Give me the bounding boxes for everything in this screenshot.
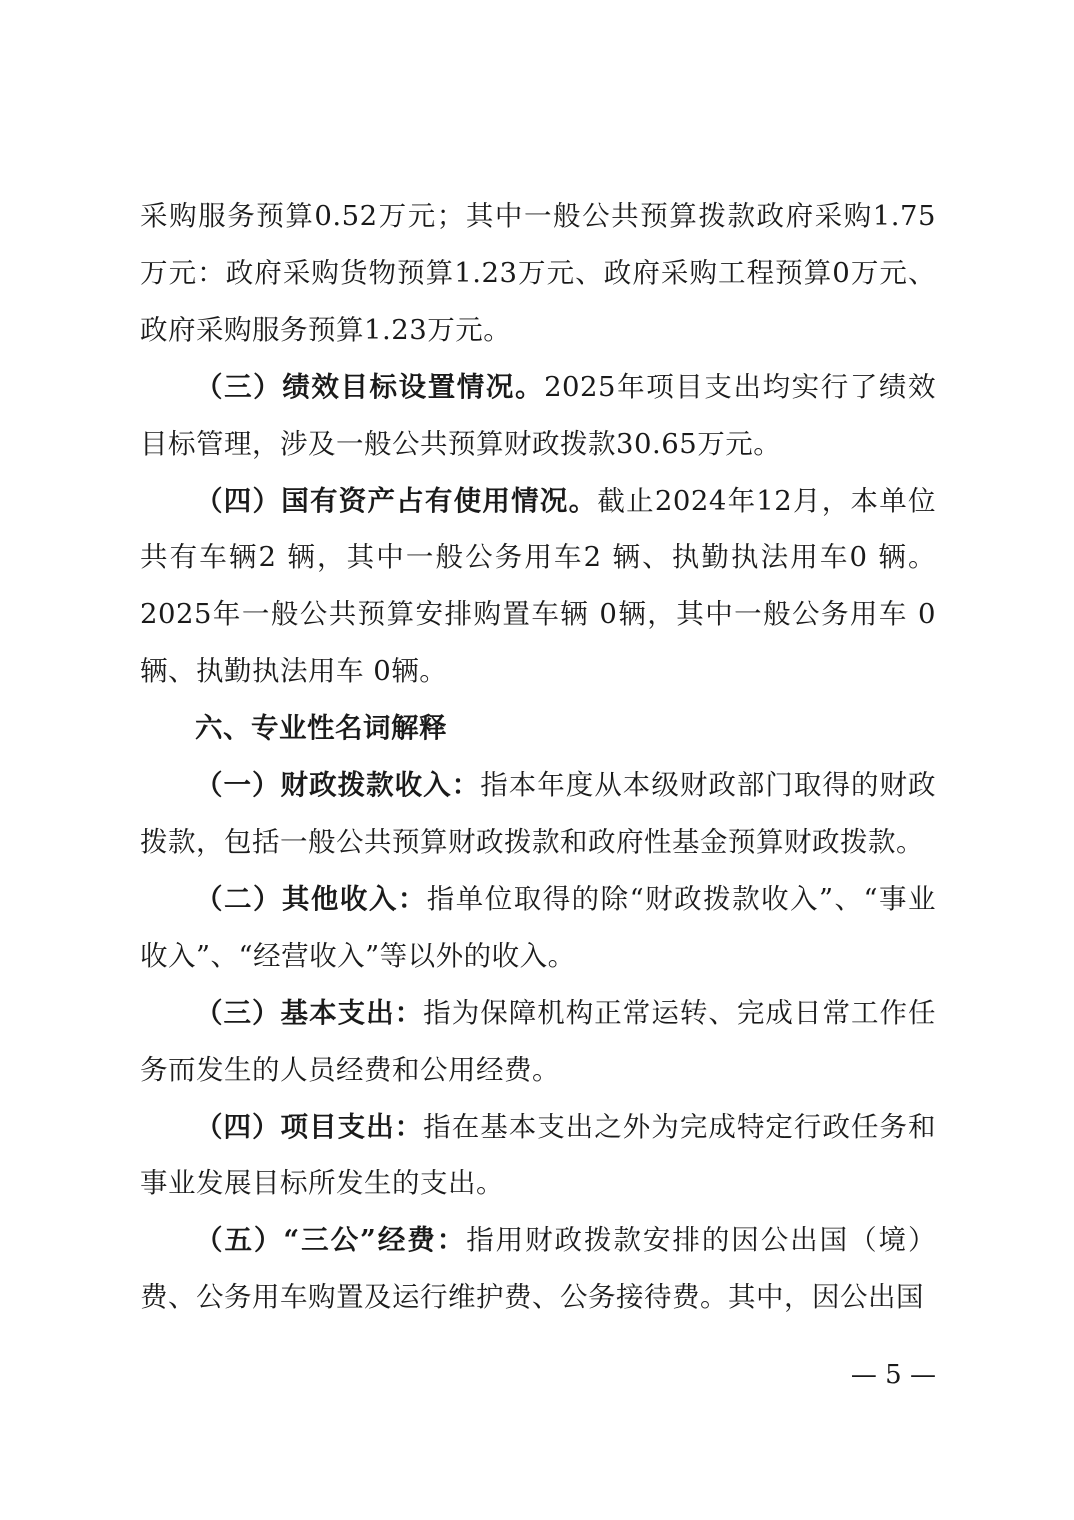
term-label: （四）国有资产占有使用情况。 xyxy=(195,484,598,517)
term-label: （三）绩效目标设置情况。 xyxy=(195,370,545,403)
term-body: 指本年度从本级财政部门取得的财政拨款，包括一般公共预算财政拨款和政府性基金预算财政拨款。 xyxy=(140,769,937,858)
term-body: 截止2024年12月，本单位共有车辆2 辆，其中一般公务用车2 辆、执勤执法用车0 辆。2025年一般公共预算安排购置车辆 0辆，其中一般公务用车 0辆、执勤执法用车 0辆。 xyxy=(140,484,936,688)
term-label: （五）“三公”经费： xyxy=(195,1224,467,1257)
term-label: （二）其他收入： xyxy=(195,882,427,915)
paragraph-three-public-expenses xyxy=(140,1212,936,1326)
paragraph-basic-expenditure xyxy=(140,985,936,1099)
term-label: （四）项目支出： xyxy=(195,1110,424,1143)
paragraph-fiscal-appropriation-income xyxy=(140,757,936,871)
document-body xyxy=(140,188,936,1326)
page-number: — 5 — xyxy=(850,1360,936,1390)
term-label: （一）财政拨款收入： xyxy=(195,769,481,802)
paragraph-other-income xyxy=(140,871,936,985)
term-body: 2025年项目支出均实行了绩效目标管理，涉及一般公共预算财政拨款30.65万元。 xyxy=(140,370,937,460)
paragraph-procurement-continued: 采购服务预算0.52万元；其中一般公共预算拨款政府采购1.75万元：政府采购货物预算1.23万元、政府采购工程预算0万元、政府采购服务预算1.23万元。 xyxy=(140,200,936,346)
term-body: 指用财政拨款安排的因公出国（境）费、公务用车购置及运行维护费、公务接待费。其中，因公出国 xyxy=(140,1224,937,1314)
term-body: 指在基本支出之外为完成特定行政任务和事业发展目标所发生的支出。 xyxy=(140,1110,937,1200)
section-heading: 六、专业性名词解释 xyxy=(195,712,447,745)
term-label: （三）基本支出： xyxy=(195,996,424,1029)
paragraph-project-expenditure xyxy=(140,1099,936,1213)
paragraph-state-assets xyxy=(140,473,936,701)
term-body: 指单位取得的除“财政拨款收入”、“事业收入”、“经营收入”等以外的收入。 xyxy=(140,882,936,972)
paragraph-performance-targets xyxy=(140,359,936,473)
term-body: 指为保障机构正常运转、完成日常工作任务而发生的人员经费和公用经费。 xyxy=(140,996,937,1086)
